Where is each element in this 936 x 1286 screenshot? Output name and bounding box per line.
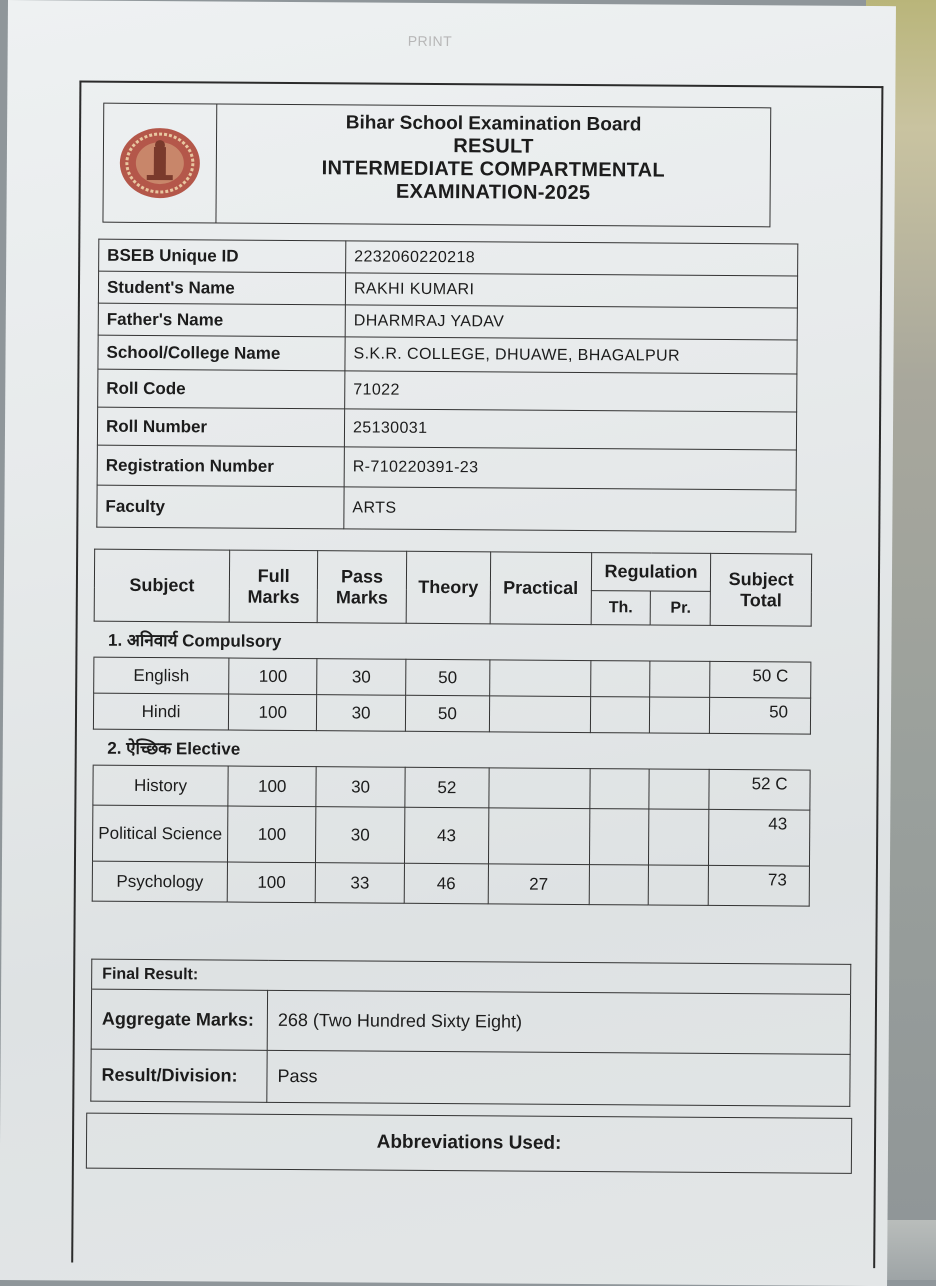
practical-marks: 27 — [488, 864, 589, 905]
header-box — [102, 103, 771, 228]
section-row-compulsory — [94, 621, 811, 662]
final-result-table — [90, 959, 851, 1107]
col-reg-th: Th. — [591, 591, 651, 625]
practical-marks — [490, 660, 591, 697]
division-value: Pass — [267, 1050, 850, 1106]
student-info-table — [96, 239, 798, 533]
table-row — [92, 861, 809, 906]
logo-cell — [103, 104, 217, 223]
subject-name: Political Science — [92, 805, 227, 862]
reg-pr — [650, 661, 710, 697]
info-value: ARTS — [344, 487, 796, 532]
col-subject: Subject — [94, 549, 230, 622]
exam-type: INTERMEDIATE COMPARTMENTAL — [321, 157, 666, 182]
info-value: 25130031 — [344, 409, 796, 450]
reg-th — [589, 809, 649, 865]
info-value: 2232060220218 — [346, 241, 798, 276]
theory-marks: 50 — [405, 659, 490, 696]
full-marks: 100 — [228, 766, 317, 807]
reg-pr — [649, 769, 709, 809]
info-row — [97, 445, 796, 490]
info-value: 71022 — [345, 371, 797, 412]
info-row — [98, 369, 797, 412]
info-value: R-710220391-23 — [344, 447, 796, 490]
subject-name: Psychology — [92, 861, 227, 902]
info-value: S.K.R. COLLEGE, DHUAWE, BHAGALPUR — [345, 337, 797, 374]
bseb-emblem-icon — [117, 125, 204, 202]
theory-marks: 46 — [404, 863, 489, 904]
practical-marks — [489, 808, 590, 865]
full-marks: 100 — [228, 806, 317, 863]
col-theory: Theory — [406, 551, 491, 624]
theory-marks: 50 — [405, 695, 490, 732]
subject-name: Hindi — [93, 693, 228, 730]
full-marks: 100 — [228, 694, 317, 731]
aggregate-label: Aggregate Marks: — [91, 989, 267, 1050]
info-row — [99, 239, 798, 276]
info-label: Roll Code — [98, 369, 345, 409]
section-row-elective — [93, 729, 810, 770]
aggregate-value: 268 (Two Hundred Sixty Eight) — [267, 990, 850, 1054]
col-full-marks: Full Marks — [229, 550, 318, 623]
subject-total: 50 — [710, 697, 811, 734]
exam-year: EXAMINATION-2025 — [395, 180, 591, 205]
info-label: Faculty — [97, 485, 344, 529]
pass-marks: 30 — [316, 767, 405, 808]
board-name: Bihar School Examination Board — [345, 112, 642, 136]
pass-marks: 30 — [317, 659, 406, 696]
info-value: RAKHI KUMARI — [345, 273, 797, 308]
col-reg-pr: Pr. — [651, 591, 711, 625]
marks-header-row — [94, 549, 811, 592]
col-practical: Practical — [490, 552, 591, 625]
info-label: School/College Name — [98, 335, 345, 371]
full-marks: 100 — [227, 862, 316, 903]
table-row — [93, 765, 810, 810]
info-row — [98, 303, 797, 340]
subject-total: 43 — [709, 809, 810, 866]
info-row — [98, 335, 797, 374]
reg-pr — [649, 865, 709, 905]
info-label: Student's Name — [98, 271, 345, 305]
print-label: PRINT — [407, 32, 453, 50]
abbreviations-box: Abbreviations Used: — [86, 1113, 852, 1174]
table-row — [92, 805, 809, 866]
subject-name: History — [93, 765, 228, 806]
title-cell — [216, 104, 770, 226]
subject-total: 52 C — [709, 769, 810, 810]
full-marks: 100 — [229, 658, 318, 695]
subject-total: 73 — [709, 865, 810, 906]
reg-th — [589, 769, 649, 809]
result-heading: RESULT — [453, 135, 534, 158]
info-label: BSEB Unique ID — [99, 239, 346, 273]
reg-th — [590, 697, 650, 733]
theory-marks: 43 — [404, 807, 489, 864]
section-label: 1. अनिवार्य Compulsory — [94, 621, 811, 662]
aggregate-row — [91, 989, 850, 1054]
pass-marks: 30 — [316, 807, 405, 864]
section-label: 2. ऐच्छिक Elective — [93, 729, 810, 770]
pass-marks: 30 — [317, 695, 406, 732]
table-row — [94, 657, 811, 698]
subject-total: 50 C — [710, 661, 811, 698]
final-result-heading: Final Result: — [92, 959, 851, 994]
info-label: Father's Name — [98, 303, 345, 337]
theory-marks: 52 — [405, 767, 490, 808]
division-row — [91, 1049, 850, 1106]
reg-th — [589, 865, 649, 905]
practical-marks — [489, 696, 590, 733]
subject-name: English — [94, 657, 229, 694]
practical-marks — [489, 768, 590, 809]
col-regulation: Regulation — [591, 553, 711, 592]
marks-table — [92, 549, 812, 907]
reg-th — [590, 661, 650, 697]
col-subject-total: Subject Total — [711, 553, 812, 626]
info-value: DHARMRAJ YADAV — [345, 305, 797, 340]
info-row — [98, 271, 797, 308]
table-row — [93, 693, 810, 734]
pass-marks: 33 — [316, 863, 405, 904]
info-label: Registration Number — [97, 445, 344, 487]
reg-pr — [650, 697, 710, 733]
info-row — [97, 485, 796, 532]
division-label: Result/Division: — [91, 1049, 267, 1102]
col-pass-marks: Pass Marks — [318, 551, 407, 624]
reg-pr — [649, 809, 709, 865]
info-label: Roll Number — [97, 407, 344, 447]
info-row — [97, 407, 796, 450]
